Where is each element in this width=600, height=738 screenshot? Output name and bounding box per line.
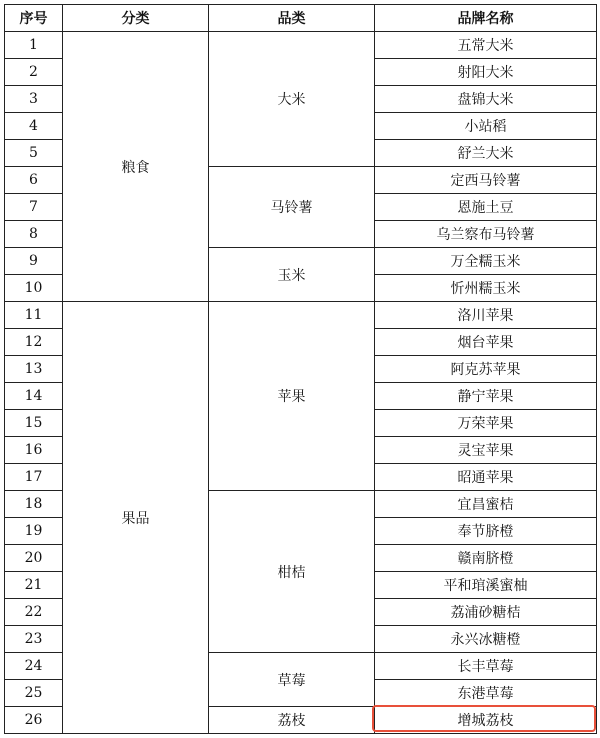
variety-cell: 草莓 xyxy=(209,653,375,707)
row-number: 12 xyxy=(5,329,63,356)
variety-cell: 马铃薯 xyxy=(209,167,375,248)
row-number: 7 xyxy=(5,194,63,221)
brand-cell: 永兴冰糖橙 xyxy=(375,626,597,653)
brand-cell: 万荣苹果 xyxy=(375,410,597,437)
variety-cell: 苹果 xyxy=(209,302,375,491)
row-number: 1 xyxy=(5,32,63,59)
row-number: 14 xyxy=(5,383,63,410)
row-number: 2 xyxy=(5,59,63,86)
row-number: 9 xyxy=(5,248,63,275)
row-number: 13 xyxy=(5,356,63,383)
brand-cell: 东港草莓 xyxy=(375,680,597,707)
brand-cell: 小站稻 xyxy=(375,113,597,140)
brand-cell: 静宁苹果 xyxy=(375,383,597,410)
brand-cell: 荔浦砂糖桔 xyxy=(375,599,597,626)
row-number: 11 xyxy=(5,302,63,329)
brand-cell: 洛川苹果 xyxy=(375,302,597,329)
brand-cell: 舒兰大米 xyxy=(375,140,597,167)
header-no: 序号 xyxy=(5,5,63,32)
brand-cell: 昭通苹果 xyxy=(375,464,597,491)
row-number: 15 xyxy=(5,410,63,437)
brand-cell: 长丰草莓 xyxy=(375,653,597,680)
brand-cell: 奉节脐橙 xyxy=(375,518,597,545)
row-number: 19 xyxy=(5,518,63,545)
brand-cell: 阿克苏苹果 xyxy=(375,356,597,383)
brand-cell: 乌兰察布马铃薯 xyxy=(375,221,597,248)
brand-cell: 烟台苹果 xyxy=(375,329,597,356)
row-number: 22 xyxy=(5,599,63,626)
brand-cell: 恩施土豆 xyxy=(375,194,597,221)
row-number: 23 xyxy=(5,626,63,653)
category-cell: 果品 xyxy=(63,302,209,734)
variety-cell: 大米 xyxy=(209,32,375,167)
row-number: 16 xyxy=(5,437,63,464)
variety-cell: 柑桔 xyxy=(209,491,375,653)
brand-cell: 万全糯玉米 xyxy=(375,248,597,275)
row-number: 6 xyxy=(5,167,63,194)
brand-cell: 盘锦大米 xyxy=(375,86,597,113)
variety-cell: 荔枝 xyxy=(209,707,375,734)
row-number: 8 xyxy=(5,221,63,248)
brand-cell: 灵宝苹果 xyxy=(375,437,597,464)
category-cell: 粮食 xyxy=(63,32,209,302)
brand-cell: 赣南脐橙 xyxy=(375,545,597,572)
header-category: 分类 xyxy=(63,5,209,32)
row-number: 24 xyxy=(5,653,63,680)
brand-cell: 五常大米 xyxy=(375,32,597,59)
header-variety: 品类 xyxy=(209,5,375,32)
brand-table xyxy=(4,4,597,734)
row-number: 20 xyxy=(5,545,63,572)
row-number: 5 xyxy=(5,140,63,167)
row-number: 26 xyxy=(5,707,63,734)
brand-cell: 平和琯溪蜜柚 xyxy=(375,572,597,599)
brand-cell: 定西马铃薯 xyxy=(375,167,597,194)
row-number: 18 xyxy=(5,491,63,518)
variety-cell: 玉米 xyxy=(209,248,375,302)
header-row xyxy=(5,5,597,32)
brand-cell: 忻州糯玉米 xyxy=(375,275,597,302)
table-row xyxy=(5,32,597,59)
row-number: 21 xyxy=(5,572,63,599)
table-row xyxy=(5,302,597,329)
row-number: 3 xyxy=(5,86,63,113)
brand-cell: 射阳大米 xyxy=(375,59,597,86)
brand-cell: 宜昌蜜桔 xyxy=(375,491,597,518)
row-number: 25 xyxy=(5,680,63,707)
brand-cell-highlighted: 增城荔枝 xyxy=(375,707,597,734)
row-number: 17 xyxy=(5,464,63,491)
header-brand: 品牌名称 xyxy=(375,5,597,32)
row-number: 4 xyxy=(5,113,63,140)
row-number: 10 xyxy=(5,275,63,302)
